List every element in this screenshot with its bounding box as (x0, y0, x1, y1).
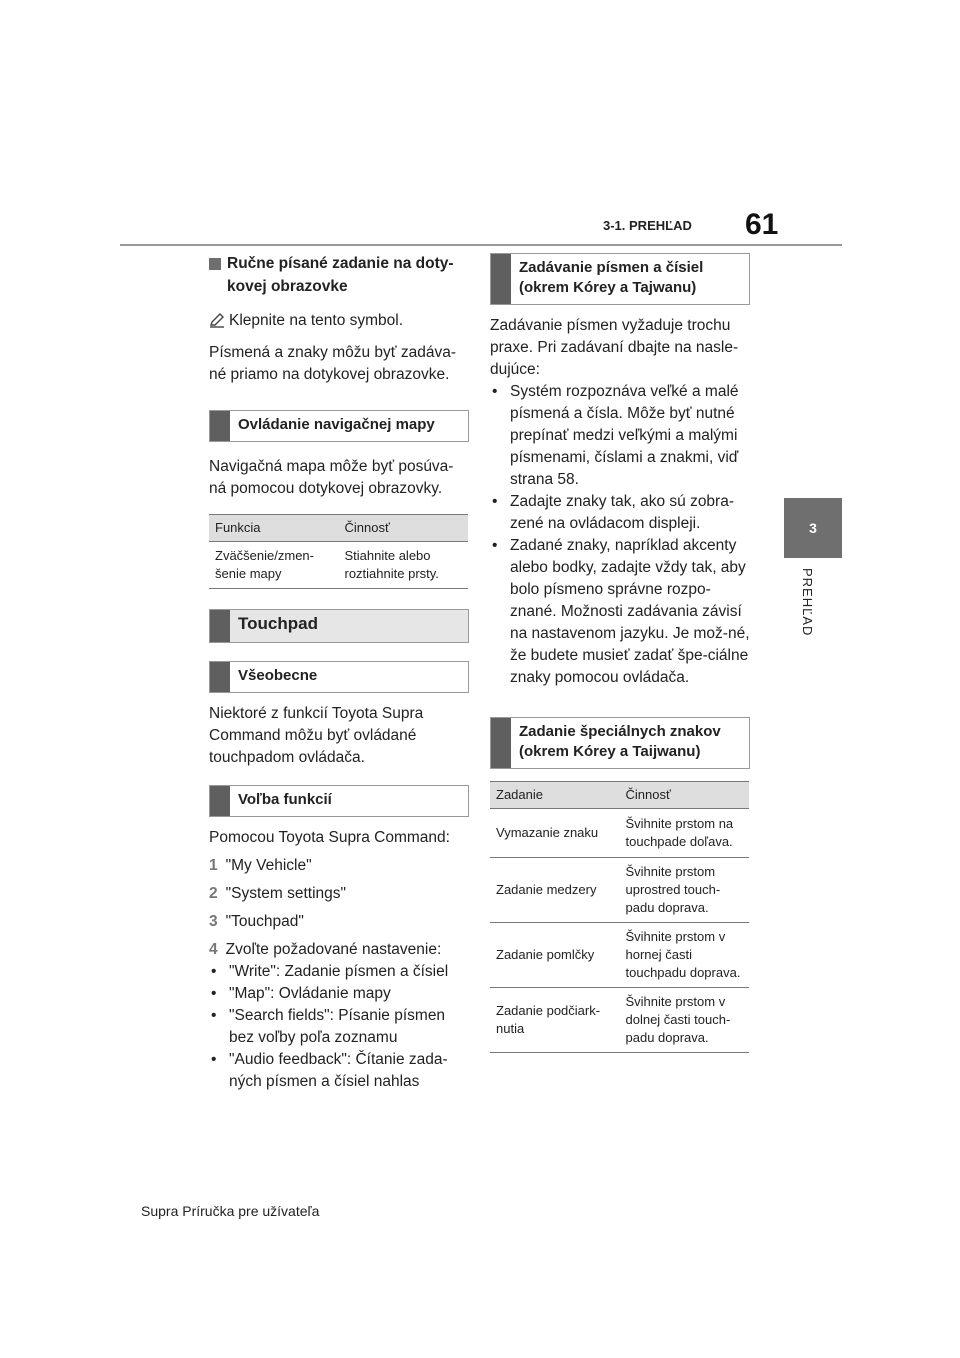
table-cell: Zadanie medzery (490, 858, 620, 923)
letters-list (490, 381, 750, 689)
step-number: 2 (209, 885, 218, 902)
step-text: "My Vehicle" (225, 857, 312, 874)
step-number: 4 (209, 941, 218, 958)
right-column (490, 253, 750, 1053)
map-table (209, 514, 468, 589)
table-cell: Švihnite prstom v hornej časti touchpadu doprava. (620, 923, 750, 988)
step-item (209, 883, 469, 905)
heading-bar (210, 786, 230, 816)
function-paragraph: Pomocou Toyota Supra Command: (209, 829, 450, 846)
list-item: • "Map": Ovládanie mapy (209, 983, 469, 1005)
list-item: • Zadajte znaky tak, ako sú zobra-zené na ovládacom displeji. (490, 491, 750, 535)
map-control-heading (209, 410, 469, 442)
table-header-cell: Činnosť (620, 782, 750, 809)
chapter-label: PREHĽAD (800, 568, 815, 637)
pencil-icon (209, 312, 225, 328)
letters-heading (490, 253, 750, 305)
handwriting-heading-text: Ručne písané zadanie na doty-kovej obrazovke (227, 255, 454, 295)
map-control-heading-text: Ovládanie navigačnej mapy (238, 416, 435, 433)
table-header-row (490, 782, 749, 809)
heading-bar (210, 411, 230, 441)
touchpad-heading-text: Touchpad (238, 614, 318, 633)
step-item (209, 911, 469, 933)
map-paragraph: Navigačná mapa môže byť posúva-ná pomocou dotykovej obrazovky. (209, 458, 454, 497)
table-cell: Švihnite prstom v dolnej časti touch-padu doprava. (620, 988, 750, 1053)
table-header-row (209, 515, 468, 542)
handwriting-heading (209, 252, 469, 298)
table-row (490, 809, 749, 858)
general-paragraph: Niektoré z funkcií Toyota Supra Command môžu byť ovládané touchpadom ovládača. (209, 705, 424, 766)
step-text: "Touchpad" (225, 913, 304, 930)
table-cell: Švihnite prstom na touchpade doľava. (620, 809, 750, 858)
section-title: 3-1. PREHĽAD (603, 218, 692, 233)
footer-text: Supra Príručka pre užívateľa (141, 1203, 320, 1219)
page-number: 61 (745, 208, 779, 241)
settings-list (209, 961, 469, 1093)
step-number: 1 (209, 857, 218, 874)
heading-bar (491, 254, 511, 304)
left-column (209, 252, 469, 1093)
table-cell: Zadanie pomlčky (490, 923, 620, 988)
heading-bar (491, 718, 511, 768)
table-row (490, 988, 749, 1053)
header-divider (120, 244, 842, 246)
table-cell: Stiahnite alebo roztiahnite prsty. (339, 542, 469, 589)
tap-symbol-line (209, 310, 469, 332)
special-chars-heading-text: Zadanie špeciálnych znakov (okrem Kórey a Taijwanu) (519, 723, 721, 760)
list-item: • "Write": Zadanie písmen a čísiel (209, 961, 469, 983)
step-item (209, 939, 469, 961)
step-item (209, 855, 469, 877)
square-bullet-icon (209, 258, 221, 270)
table-cell: Vymazanie znaku (490, 809, 620, 858)
step-text: "System settings" (225, 885, 347, 902)
touchpad-heading (209, 609, 469, 643)
letters-heading-text: Zadávanie písmen a čísiel (okrem Kórey a Tajwanu) (519, 259, 704, 296)
handwriting-paragraph: Písmená a znaky môžu byť zadáva-né priamo na dotykovej obrazovke. (209, 344, 457, 383)
special-chars-heading (490, 717, 750, 769)
list-item: • Zadané znaky, napríklad akcenty alebo bodky, zadajte vždy tak, aby bolo písmeno správne rozpo-znané. Možnosti zadávania závisí na nastavenom jazyku. Je mož-né, že budete musieť zadať špe-ciálne znaky pomocou ovládača. (490, 535, 750, 689)
table-cell: Zväčšenie/zmen-šenie mapy (209, 542, 339, 589)
general-heading-text: Všeobecne (238, 667, 318, 684)
step-number: 3 (209, 913, 218, 930)
general-heading (209, 661, 469, 693)
special-chars-table (490, 781, 749, 1053)
table-cell: Zadanie podčiark-nutia (490, 988, 620, 1053)
letters-paragraph: Zadávanie písmen vyžaduje trochu praxe. Pri zadávaní dbajte na nasle-dujúce: (490, 317, 739, 378)
function-select-heading (209, 785, 469, 817)
table-header-cell: Zadanie (490, 782, 620, 809)
step-text: Zvoľte požadované nastavenie: (225, 941, 442, 958)
table-header-cell: Činnosť (339, 515, 469, 542)
heading-bar (210, 662, 230, 692)
chapter-tab: 3 (784, 498, 842, 558)
heading-bar (210, 610, 230, 642)
tap-symbol-text: Klepnite na tento symbol. (229, 312, 404, 329)
list-item: • "Search fields": Písanie písmen bez voľby poľa zoznamu (209, 1005, 469, 1049)
list-item: • Systém rozpoznáva veľké a malé písmená a čísla. Môže byť nutné prepínať medzi veľkými a malými písmenami, číslami a znakmi, viď strana 58. (490, 381, 750, 491)
table-row (490, 923, 749, 988)
table-row (490, 858, 749, 923)
table-row (209, 542, 468, 589)
function-select-heading-text: Voľba funkcií (238, 791, 332, 808)
table-cell: Švihnite prstom uprostred touch-padu doprava. (620, 858, 750, 923)
table-header-cell: Funkcia (209, 515, 339, 542)
list-item: • "Audio feedback": Čítanie zada-ných písmen a čísiel nahlas (209, 1049, 469, 1093)
